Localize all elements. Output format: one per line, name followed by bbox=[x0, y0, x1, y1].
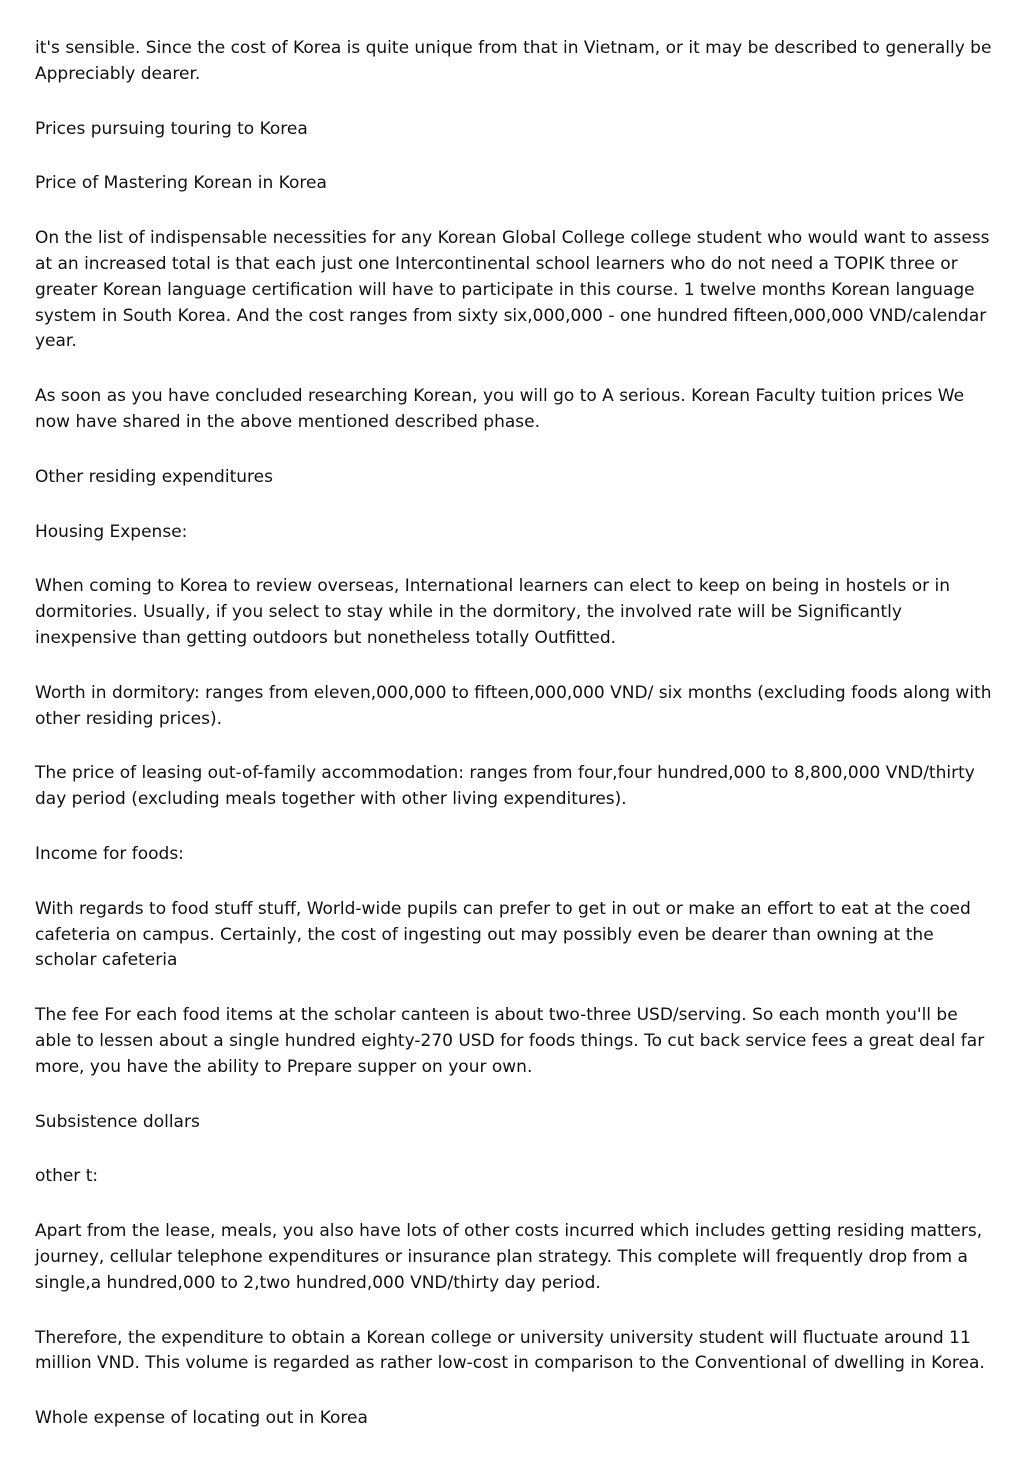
document-body bbox=[35, 36, 995, 1461]
heading-whole-expense: Whole expense of locating out in Korea bbox=[35, 1408, 368, 1429]
paragraph-other-costs: Apart from the lease, meals, you also have lots of other costs incurred which includes getting residing matters, journey, cellular telephone expenditures or insurance plan strategy. This complete will frequently drop from a single,a hundred,000 to 2,two hundred,000 VND/thirty day period. bbox=[35, 1221, 983, 1293]
paragraph-dormitory-cost: Worth in dormitory: ranges from eleven,000,000 to fifteen,000,000 VND/ six months (excluding foods along with other residing prices). bbox=[35, 682, 992, 729]
heading-living-expenditures: Other residing expenditures bbox=[35, 466, 273, 487]
heading-learning-korean: Price of Mastering Korean in Korea bbox=[35, 173, 327, 194]
heading-housing-expense: Housing Expense: bbox=[35, 521, 188, 542]
paragraph-food-options: With regards to food stuff stuff, World-wide pupils can prefer to get in out or make an effort to eat at the coed cafeteria on campus. Certainly, the cost of ingesting out may possibly even be dearer than owning at the scholar cafeteria bbox=[35, 898, 971, 971]
paragraph-leasing-cost: The price of leasing out-of-family accommodation: ranges from four,four hundred,000 to 8,800,000 VND/thirty day period (excluding meals together with other living expenditures). bbox=[35, 763, 975, 810]
heading-subsistence: Subsistence dollars bbox=[35, 1111, 200, 1132]
paragraph-intro: it's sensible. Since the cost of Korea is quite unique from that in Vietnam, or it may be described to generally be Appreciably dearer. bbox=[35, 38, 992, 84]
paragraph-canteen-fee: The fee For each food items at the scholar canteen is about two-three USD/serving. So each month you'll be able to lessen about a single hundred eighty-270 USD for foods things. To cut back service fees a great deal far more, you have the ability to Prepare supper on your own. bbox=[35, 1005, 985, 1077]
paragraph-language-course: On the list of indispensable necessities for any Korean Global College college student who would want to assess at an increased total is that each just one Intercontinental school learners who do not need a TOPIK three or greater Korean language certification will have to participate in this course. 1 twelve months Korean language system in South Korea. And the cost ranges from sixty six,000,000 - one hundred fifteen,000,000 VND/calendar year. bbox=[35, 228, 990, 352]
paragraph-total-expenditure: Therefore, the expenditure to obtain a Korean college or university university student will fluctuate around 11 million VND. This volume is regarded as rather low-cost in comparison to the Conventional of dwelling in Korea. bbox=[35, 1327, 985, 1374]
heading-travel-prices: Prices pursuing touring to Korea bbox=[35, 118, 308, 139]
paragraph-housing-options: When coming to Korea to review overseas, International learners can elect to keep on being in hostels or in dormitories. Usually, if you select to stay while in the dormitory, the involved rate will be Significantly inexpensive than getting outdoors but nonetheless totally Outfitted. bbox=[35, 576, 951, 648]
paragraph-after-korean: As soon as you have concluded researching Korean, you will go to A serious. Korean Faculty tuition prices We now have shared in the above mentioned described phase. bbox=[35, 386, 965, 432]
heading-other: other t: bbox=[35, 1166, 99, 1187]
heading-food-income: Income for foods: bbox=[35, 843, 184, 864]
